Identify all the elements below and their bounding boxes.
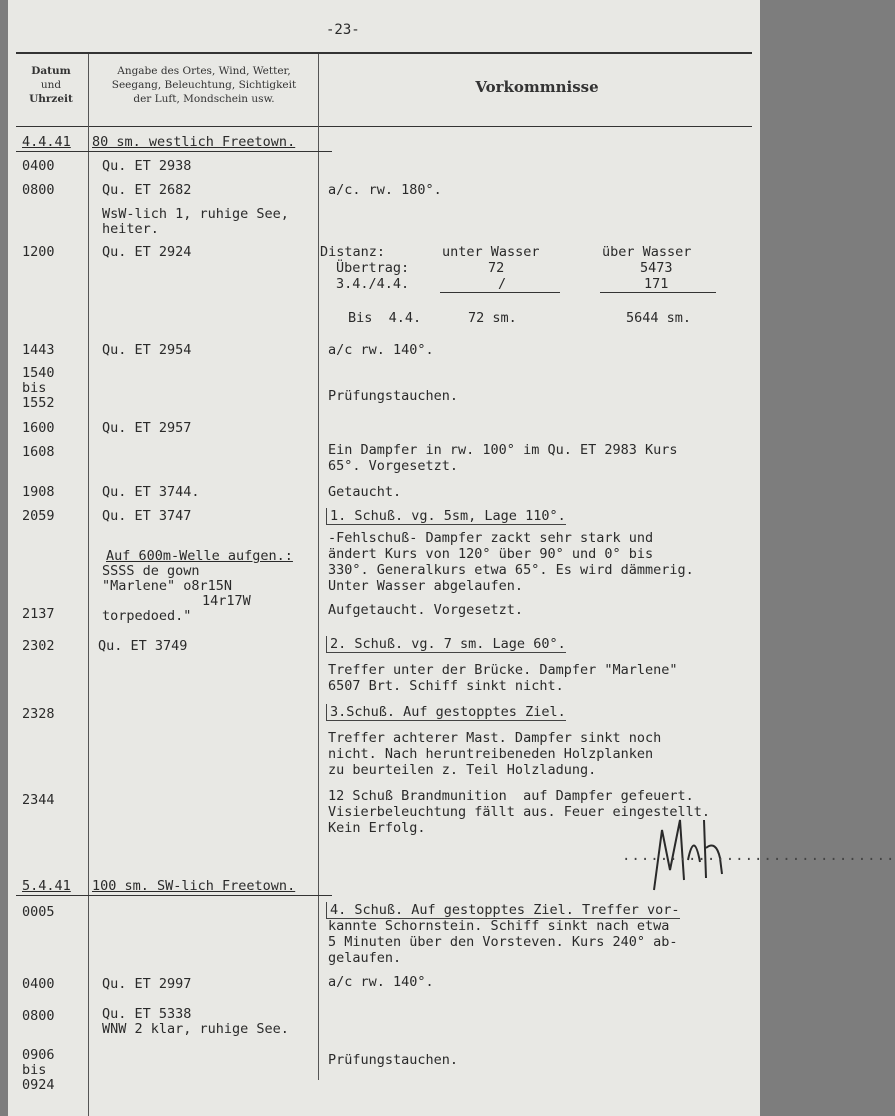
time-1908: 1908 (22, 484, 55, 500)
dotted-line: ····························· (622, 852, 895, 868)
event-1608-a: Ein Dampfer in rw. 100° im Qu. ET 2983 Kurs (328, 442, 678, 458)
event-2059: 1. Schuß. vg. 5sm, Lage 110°. (326, 508, 566, 525)
day2-date: 5.4.41 (22, 878, 71, 894)
time2-0400: 0400 (22, 976, 55, 992)
hit1-line-1: Treffer unter der Brücke. Dampfer "Marlene" (328, 662, 678, 678)
event-1908: Getaucht. (328, 484, 402, 500)
distance-sum-rule-over (600, 292, 716, 293)
hit1-line-2: 6507 Brt. Schiff sinkt nicht. (328, 678, 564, 694)
miss-line-3: 330°. Generalkurs etwa 65°. Es wird dämmerig. (328, 562, 694, 578)
time-1540-bis: bis (22, 380, 47, 396)
carry-label: Übertrag: (336, 260, 410, 276)
header-date-time (18, 64, 84, 106)
time-1200: 1200 (22, 244, 55, 260)
event-0800: a/c. rw. 180°. (328, 182, 442, 198)
header-events: Vorkommnisse (475, 78, 599, 96)
location-column-divider (318, 54, 319, 1080)
hit2-line-2: nicht. Nach heruntreibeneden Holzplanken (328, 746, 654, 762)
distance-over-header: über Wasser (602, 244, 692, 260)
event-1608-b: 65°. Vorgesetzt. (328, 458, 459, 474)
header-location-line: der Luft, Mondschein usw. (133, 93, 275, 105)
total-under: 72 sm. (468, 310, 517, 326)
day-over: 171 (644, 276, 669, 292)
time-0800: 0800 (22, 182, 55, 198)
day1-location: 80 sm. westlich Freetown. (92, 134, 296, 150)
loc-2059: Qu. ET 3747 (102, 508, 192, 524)
time-2059: 2059 (22, 508, 55, 524)
time2-0906-end: 0924 (22, 1077, 55, 1093)
log-page (8, 0, 895, 1116)
event-0005-d: gelaufen. (328, 950, 402, 966)
loc-1600: Qu. ET 2957 (102, 420, 192, 436)
time-1443: 1443 (22, 342, 55, 358)
date-column-divider (88, 54, 89, 1116)
header-date-line: Datum (31, 65, 71, 77)
signature (644, 800, 734, 900)
header-date-line: Uhrzeit (29, 93, 73, 105)
weather-1a: WsW-lich 1, ruhige See, (102, 206, 289, 222)
event-1540: Prüfungstauchen. (328, 388, 459, 404)
loc-0400: Qu. ET 2938 (102, 158, 192, 174)
radio-line-2: SSSS de gown (102, 563, 200, 579)
distance-sum-rule-under (440, 292, 560, 293)
loc2-0400: Qu. ET 2997 (102, 976, 192, 992)
miss-line-1: -Fehlschuß- Dampfer zackt sehr stark und (328, 530, 654, 546)
time-0400: 0400 (22, 158, 55, 174)
day2-location: 100 sm. SW-lich Freetown. (92, 878, 296, 894)
day2-rule (16, 895, 332, 896)
loc-1200: Qu. ET 2924 (102, 244, 192, 260)
total-label: Bis 4.4. (348, 310, 422, 326)
day-under: / (498, 276, 507, 292)
day-label: 3.4./4.4. (336, 276, 410, 292)
header-bottom-rule (16, 126, 752, 127)
event-2302: 2. Schuß. vg. 7 sm. Lage 60°. (326, 636, 566, 653)
time-1600: 1600 (22, 420, 55, 436)
weather-1b: heiter. (102, 221, 159, 237)
event2-0906: Prüfungstauchen. (328, 1052, 459, 1068)
hit2-line-1: Treffer achterer Mast. Dampfer sinkt noch (328, 730, 662, 746)
event2-0400: a/c rw. 140°. (328, 974, 434, 990)
event-1443: a/c rw. 140°. (328, 342, 434, 358)
miss-line-4: Unter Wasser abgelaufen. (328, 578, 524, 594)
time-2302: 2302 (22, 638, 55, 654)
time-2344: 2344 (22, 792, 55, 808)
event-2344-b: Visierbeleuchtung fällt aus. Feuer eingestellt. (328, 804, 711, 820)
event-2344-c: Kein Erfolg. (328, 820, 426, 836)
radio-line-3: "Marlene" o8r15N (102, 578, 233, 594)
header-location-line: Angabe des Ortes, Wind, Wetter, (117, 65, 291, 77)
time-1540 (22, 366, 55, 411)
event-2328: 3.Schuß. Auf gestopptes Ziel. (326, 704, 566, 721)
time-1540-start: 1540 (22, 365, 55, 381)
time-1608: 1608 (22, 444, 55, 460)
time2-0906 (22, 1048, 55, 1093)
carry-under: 72 (488, 260, 505, 276)
hit2-line-3: zu beurteilen z. Teil Holzladung. (328, 762, 597, 778)
header-location (92, 64, 316, 106)
top-rule (16, 52, 752, 54)
loc2-0800-b: WNW 2 klar, ruhige See. (102, 1021, 289, 1037)
time2-0906-bis: bis (22, 1062, 47, 1078)
day1-date: 4.4.41 (22, 134, 71, 150)
carry-over: 5473 (640, 260, 673, 276)
header-date-line: und (40, 79, 62, 91)
loc2-0800-a: Qu. ET 5338 (102, 1006, 192, 1022)
radio-line-4: 14r17W (202, 593, 251, 609)
event-2137: Aufgetaucht. Vorgesetzt. (328, 602, 524, 618)
event-0005-a: 4. Schuß. Auf gestopptes Ziel. Treffer vor- (326, 902, 680, 919)
loc-1908: Qu. ET 3744. (102, 484, 200, 500)
time2-0800: 0800 (22, 1008, 55, 1024)
time2-0906-start: 0906 (22, 1047, 55, 1063)
radio-line-5: torpedoed." (102, 608, 192, 624)
loc-1443: Qu. ET 2954 (102, 342, 192, 358)
event-0005-c: 5 Minuten über den Vorsteven. Kurs 240° ab- (328, 934, 678, 950)
time-2137: 2137 (22, 606, 55, 622)
miss-line-2: ändert Kurs von 120° über 90° und 0° bis (328, 546, 654, 562)
event-0005-b: kannte Schornstein. Schiff sinkt nach etwa (328, 918, 670, 934)
distance-under-header: unter Wasser (442, 244, 540, 260)
page-number: -23- (326, 22, 360, 38)
time-0005: 0005 (22, 904, 55, 920)
loc-2302: Qu. ET 3749 (98, 638, 188, 654)
header-location-line: Seegang, Beleuchtung, Sichtigkeit (111, 79, 297, 91)
day1-rule (16, 151, 332, 152)
loc-0800: Qu. ET 2682 (102, 182, 192, 198)
total-over: 5644 sm. (626, 310, 692, 326)
radio-line-1: Auf 600m-Welle aufgen.: (106, 548, 293, 564)
event-2344-a: 12 Schuß Brandmunition auf Dampfer gefeuert. (328, 788, 694, 804)
time-1540-end: 1552 (22, 395, 55, 411)
distance-label: Distanz: (320, 244, 386, 260)
time-2328: 2328 (22, 706, 55, 722)
